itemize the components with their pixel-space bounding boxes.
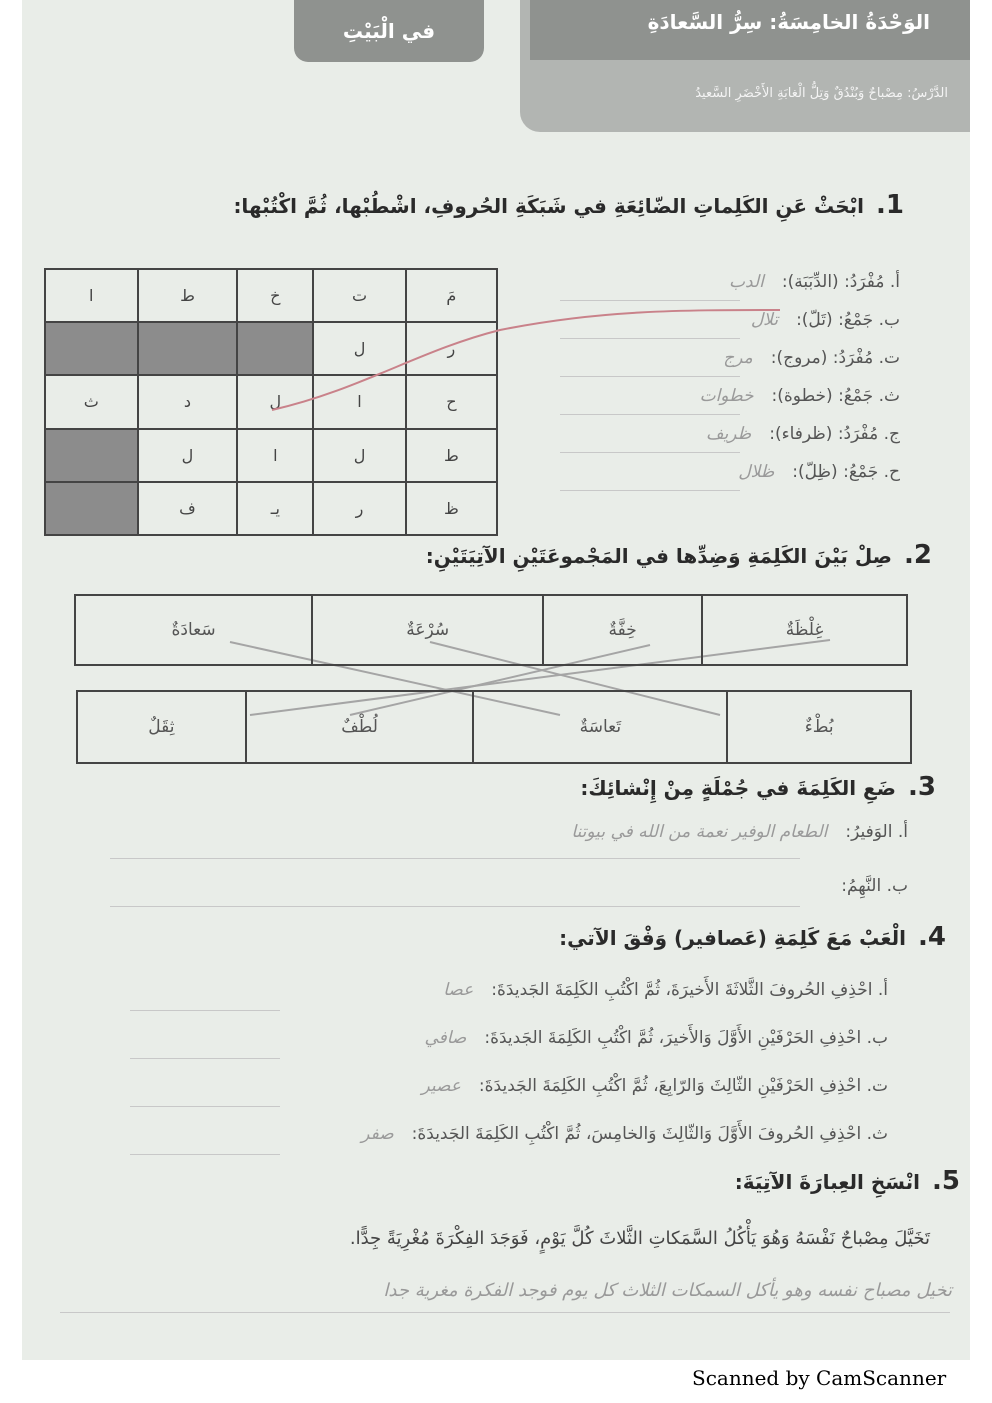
q1-item: [738, 462, 900, 482]
grid-cell: يـ: [237, 482, 313, 535]
q1-item-answer: تلال: [750, 310, 779, 330]
q4-item-label: ت. احْذِفِ الحَرْفَيْنِ الثّالِثَ وَالرّابِعَ، ثُمَّ اكْتُبِ الكَلِمَةَ الجَديدَةَ:: [478, 1076, 888, 1096]
q1-item-label: ح. جَمْعُ: (ظِلّ):: [792, 462, 900, 482]
word-cell-top: غِلْظَةٌ: [702, 595, 907, 665]
grid-cell: د: [138, 375, 238, 428]
q4-item-answer: صفر: [361, 1124, 394, 1144]
q1-item-label: أ. مُفْرَدُ: (الدِّبَبَة):: [781, 272, 900, 292]
word-cell-top: خِفَّةٌ: [543, 595, 702, 665]
grid-cell: ا: [313, 375, 406, 428]
q4-item: [361, 1124, 888, 1144]
q1-item-answer: ظلال: [738, 462, 775, 482]
word-cell-top: سَعادَةٌ: [75, 595, 312, 665]
q3-item-b: [823, 876, 908, 896]
question-5: [735, 1166, 960, 1196]
answer-line: [560, 414, 740, 415]
question-1-number: 1.: [876, 190, 904, 220]
q5-copy: تخيل مصباح نفسه وهو يأكل السمكات الثلاث كل يوم فوجد الفكرة مغرية جدا: [383, 1280, 952, 1301]
question-2-text: صِلْ بَيْنَ الكَلِمَةِ وَضِدِّها في المَجْموعَتَيْنِ الآتِيَتَيْنِ:: [425, 544, 893, 568]
q3-item-a-label: أ. الوَفيرُ:: [845, 822, 908, 842]
grid-cell: خ: [237, 269, 313, 322]
answer-line: [560, 490, 740, 491]
answer-line: [130, 1154, 280, 1155]
question-5-number: 5.: [932, 1166, 960, 1196]
q1-item: [700, 386, 900, 406]
word-cell-top: سُرْعَةٌ: [312, 595, 543, 665]
grid-cell: ف: [138, 482, 238, 535]
question-4-text: الْعَبْ مَعَ كَلِمَةِ (عَصافير) وَفْقَ الآتي:: [559, 926, 907, 950]
answer-line: [560, 452, 740, 453]
q1-item-answer: الدب: [729, 272, 764, 292]
q3-item-a-answer: الطعام الوفير نعمة من الله في بيوتنا: [571, 822, 828, 842]
q4-item: [443, 980, 888, 1000]
q4-item: [422, 1076, 888, 1096]
q4-item-answer: صافي: [424, 1028, 467, 1048]
q4-item-label: أ. احْذِفِ الحُروفَ الثَّلاثَةَ الأَخيرَةَ، ثُمَّ اكْتُبِ الكَلِمَةَ الجَديدَةَ:: [491, 980, 888, 1000]
grid-cell: ر: [406, 322, 497, 375]
answer-line: [560, 338, 740, 339]
q3-item-a: [571, 822, 908, 842]
question-3-text: ضَعِ الكَلِمَةَ في جُمْلَةٍ مِنْ إِنْشائِكَ:: [580, 776, 897, 800]
word-cell-bottom: بُطْءٌ: [727, 691, 911, 763]
q1-item-label: ج. مُفْرَدُ: (ظرفاء):: [769, 424, 900, 444]
word-cell-bottom: تَعاسَةٌ: [473, 691, 727, 763]
q4-item: [424, 1028, 888, 1048]
question-3-number: 3.: [908, 772, 936, 802]
q4-item-label: ب. احْذِفِ الحَرْفَيْنِ الأَوَّلَ وَالأَخيرَ، ثُمَّ اكْتُبِ الكَلِمَةَ الجَديدَةَ:: [484, 1028, 888, 1048]
answer-line: [560, 300, 740, 301]
answer-line: [110, 858, 800, 859]
q5-sentence: تَخَيَّلَ مِصْباحٌ نَفْسَهُ وَهُوَ يَأْكُلُ السَّمَكاتِ الثَّلاثَ كُلَّ يَوْمٍ، فَوَجَدَ الفِكْرَةَ مُغْرِيَةً جِدًّا.: [349, 1228, 930, 1249]
q1-item-answer: خطوات: [699, 386, 754, 406]
word-cell-bottom: لُطْفٌ: [246, 691, 474, 763]
scanner-footer: Scanned by CamScanner: [692, 1366, 947, 1390]
q1-item: [729, 272, 900, 292]
q1-item: [723, 348, 900, 368]
answer-line: [110, 906, 800, 907]
answer-line: [130, 1106, 280, 1107]
q1-item-answer: ظريف: [705, 424, 752, 444]
grid-cell: ر: [313, 482, 406, 535]
answer-line: [130, 1010, 280, 1011]
grid-cell: ل: [237, 375, 313, 428]
q3-item-b-label: ب. النَّهِمُ:: [841, 876, 908, 896]
grid-cell: ل: [313, 322, 406, 375]
grid-cell: ت: [313, 269, 406, 322]
answer-line: [60, 1312, 950, 1313]
question-2-number: 2.: [904, 540, 932, 570]
lesson-title: الدَّرْسُ: مِصْباحٌ وَبُنْدُقٌ وَتِلُّ الْغابَةِ الأَخْضَرِ السَّعيدُ: [695, 86, 948, 101]
question-3: [580, 772, 936, 802]
grid-cell: ظ: [406, 482, 497, 535]
q4-item-answer: عصير: [421, 1076, 461, 1096]
words-table-bottom: [76, 690, 912, 764]
words-table-top: [74, 594, 908, 666]
home-tab: في الْبَيْتِ: [294, 0, 484, 62]
grid-cell: ا: [45, 269, 138, 322]
question-2: [426, 540, 932, 570]
grid-cell: ل: [138, 429, 238, 482]
q4-item-answer: عصا: [443, 980, 474, 1000]
q1-item-label: ب. جَمْعُ: (تَلّ):: [796, 310, 900, 330]
grid-cell: ل: [313, 429, 406, 482]
q1-item: [706, 424, 900, 444]
grid-cell: مَ: [406, 269, 497, 322]
question-4-number: 4.: [918, 922, 946, 952]
grid-cell: ط: [138, 269, 238, 322]
q1-item-answer: مرج: [723, 348, 753, 368]
word-cell-bottom: ثِقَلٌ: [77, 691, 246, 763]
question-4: [559, 922, 946, 952]
grid-cell: ح: [406, 375, 497, 428]
unit-title: الوَحْدَةُ الخامِسَةُ: سِرُّ السَّعادَةِ: [530, 0, 970, 60]
grid-cell: ا: [237, 429, 313, 482]
q1-item-label: ت. مُفْرَدُ: (مروج):: [770, 348, 900, 368]
q1-item-label: ث. جَمْعُ: (خطوة):: [771, 386, 900, 406]
answer-line: [130, 1058, 280, 1059]
question-5-text: انْسَخِ العِبارَةَ الآتِيَةَ:: [734, 1170, 921, 1194]
q1-item: [751, 310, 900, 330]
answer-line: [560, 376, 740, 377]
question-1-text: ابْحَثْ عَنِ الكَلِماتِ الضّائِعَةِ في شَبَكَةِ الحُروفِ، اشْطُبْها، ثُمَّ اكْتُبْها:: [233, 194, 865, 218]
q4-item-label: ث. احْذِفِ الحُروفَ الأَوَّلَ وَالثّالِثَ وَالخامِسَ، ثُمَّ اكْتُبِ الكَلِمَةَ الجَديدَةَ:: [411, 1124, 888, 1144]
grid-cell: ط: [406, 429, 497, 482]
grid-cell: ث: [45, 375, 138, 428]
